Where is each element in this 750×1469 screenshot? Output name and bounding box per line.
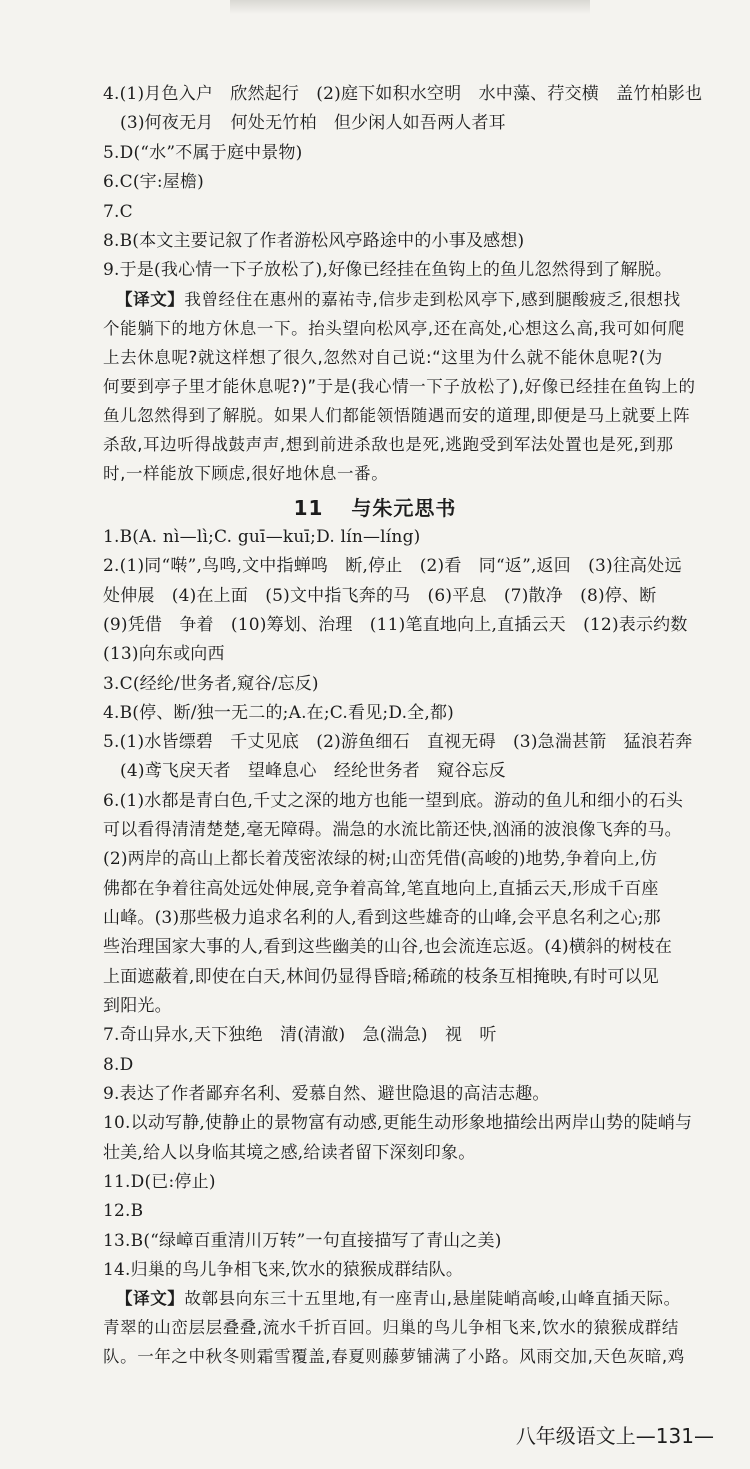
answer-line: 8.D	[103, 1055, 134, 1075]
translation-line: 鱼儿忽然得到了解脱。如果人们都能领悟随遇而安的道理,即便是马上就要上阵	[103, 406, 691, 425]
answer-line: 7.C	[103, 202, 133, 222]
answer-line: 可以看得清清楚楚,毫无障碍。湍急的水流比箭还快,汹涌的波浪像飞奔的马。	[103, 820, 682, 840]
answer-line: 7.奇山异水,天下独绝 清(清澈) 急(湍急) 视 听	[103, 1025, 497, 1045]
answer-line: 8.B(本文主要记叙了作者游松风亭路途中的小事及感想)	[103, 231, 525, 251]
answer-line: 1.B(A. nì—lì;C. guī—kuī;D. lín—líng)	[103, 527, 421, 547]
translation-line: 队。一年之中秋冬则霜雪覆盖,春夏则藤萝铺满了小路。风雨交加,天色灰暗,鸡	[103, 1347, 685, 1366]
answer-line: 4.B(停、断/独一无二的;A.在;C.看见;D.全,都)	[103, 703, 455, 723]
answer-line: 5.D(“水”不属于庭中景物)	[103, 143, 303, 163]
answer-line: 上面遮蔽着,即使在白天,林间仍显得昏暗;稀疏的枝条互相掩映,有时可以见	[103, 967, 659, 987]
answer-line: 13.B(“绿嶂百重清川万转”一句直接描写了青山之美)	[103, 1231, 502, 1251]
translation-label: 【译文】	[116, 1289, 185, 1308]
section-title: 11 与朱元思书	[293, 496, 457, 520]
translation-line: 【译文】我曾经住在惠州的嘉祐寺,信步走到松风亭下,感到腿酸疲乏,很想找	[116, 290, 681, 309]
translation-line: 上去休息呢?就这样想了很久,忽然对自己说:“这里为什么就不能休息呢?(为	[103, 348, 663, 367]
answer-line: 3.C(经纶/世务者,窥谷/忘反)	[103, 674, 319, 694]
answer-line: 到阳光。	[103, 996, 172, 1016]
translation-line: 【译文】故鄣县向东三十五里地,有一座青山,悬崖陡峭高峻,山峰直插天际。	[116, 1289, 681, 1308]
answer-line: 11.D(已:停止)	[103, 1172, 216, 1192]
answer-line: 9.于是(我心情一下子放松了),好像已经挂在鱼钩上的鱼儿忽然得到了解脱。	[103, 260, 673, 280]
translation-label: 【译文】	[116, 290, 185, 309]
answer-line: 2.(1)同“啭”,鸟鸣,文中指蝉鸣 断,停止 (2)看 同“返”,返回 (3)往高处远	[103, 556, 682, 576]
answer-line: (13)向东或向西	[103, 644, 225, 664]
answer-line: 6.(1)水都是青白色,千丈之深的地方也能一望到底。游动的鱼儿和细小的石头	[103, 791, 684, 811]
answer-line: (9)凭借 争着 (10)筹划、治理 (11)笔直地向上,直插云天 (12)表示约数	[103, 615, 688, 635]
answer-line: (4)鸢飞戾天者 望峰息心 经纶世务者 窥谷忘反	[120, 761, 506, 781]
page-footer: 八年级语文上—131—	[515, 1424, 714, 1448]
translation-line: 何要到亭子里才能休息呢?)”于是(我心情一下子放松了),好像已经挂在鱼钩上的	[103, 377, 696, 396]
translation-line: 杀敌,耳边听得战鼓声声,想到前进杀敌也是死,逃跑受到军法处置也是死,到那	[103, 435, 674, 454]
translation-line: 时,一样能放下顾虑,很好地休息一番。	[103, 464, 389, 483]
answer-line: 9.表达了作者鄙弃名利、爱慕自然、避世隐退的高洁志趣。	[103, 1084, 550, 1104]
answer-line: 10.以动写静,使静止的景物富有动感,更能生动形象地描绘出两岸山势的陡峭与	[103, 1113, 693, 1133]
answer-line: 些治理国家大事的人,看到这些幽美的山谷,也会流连忘返。(4)横斜的树枝在	[103, 937, 673, 957]
answer-line: 6.C(宇:屋檐)	[103, 172, 205, 192]
answer-line: 4.(1)月色入户 欣然起行 (2)庭下如积水空明 水中藻、荇交横 盖竹柏影也	[103, 84, 703, 104]
answer-line: 14.归巢的鸟儿争相飞来,饮水的猿猴成群结队。	[103, 1260, 464, 1280]
answer-line: 12.B	[103, 1201, 144, 1221]
answer-line: 处伸展 (4)在上面 (5)文中指飞奔的马 (6)平息 (7)散净 (8)停、断	[103, 586, 657, 606]
translation-line: 个能躺下的地方休息一下。抬头望向松风亭,还在高处,心想这么高,我可如何爬	[103, 319, 685, 338]
answer-line: 山峰。(3)那些极力追求名利的人,看到这些雄奇的山峰,会平息名利之心;那	[103, 908, 661, 928]
answer-line: (2)两岸的高山上都长着茂密浓绿的树;山峦凭借(高峻的)地势,争着向上,仿	[103, 849, 658, 869]
scan-shadow	[230, 0, 590, 14]
answer-line: 壮美,给人以身临其境之感,给读者留下深刻印象。	[103, 1143, 476, 1163]
answer-line: (3)何夜无月 何处无竹柏 但少闲人如吾两人者耳	[120, 113, 506, 133]
answer-line: 佛都在争着往高处远处伸展,竞争着高耸,笔直地向上,直插云天,形成千百座	[103, 879, 659, 899]
answer-line: 5.(1)水皆缥碧 千丈见底 (2)游鱼细石 直视无碍 (3)急湍甚箭 猛浪若奔	[103, 732, 693, 752]
translation-line: 青翠的山峦层层叠叠,流水千折百回。归巢的鸟儿争相飞来,饮水的猿猴成群结	[103, 1318, 679, 1337]
